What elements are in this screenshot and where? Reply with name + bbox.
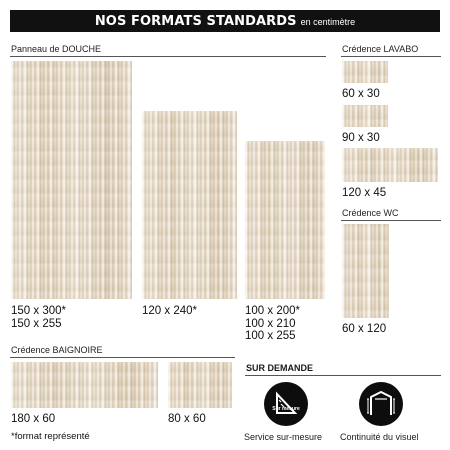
dim-douche-2-line-1: 120 x 240*: [142, 305, 197, 317]
swatch-douche-150x300: [11, 61, 132, 299]
continuity-label: Continuité du visuel: [340, 432, 419, 442]
sur-demande-rule: [245, 375, 441, 376]
dim-wc-1: 60 x 120: [342, 323, 387, 335]
ruler-triangle-icon: [264, 382, 308, 426]
dim-douche-3: [245, 305, 300, 343]
dim-douche-1: [11, 305, 66, 330]
dim-lavabo-1: 60 x 30: [342, 88, 380, 100]
dim-baignoire-2: 80 x 60: [168, 413, 206, 425]
swatch-lavabo-120x45: [342, 148, 438, 182]
dim-douche-2: [142, 305, 197, 318]
swatch-lavabo-90x30: [342, 105, 388, 127]
dim-douche-1-line-1: 150 x 300*: [11, 305, 66, 317]
footnote: *format représenté: [11, 431, 90, 442]
dim-lavabo-3: 120 x 45: [342, 187, 387, 199]
dim-douche-3-line-1: 100 x 200*: [245, 305, 300, 317]
dim-douche-1-line-2: 150 x 255: [11, 317, 62, 330]
swatch-baignoire-180x60: [11, 362, 158, 408]
swatch-lavabo-60x30: [342, 61, 388, 83]
dim-baignoire-1: 180 x 60: [11, 413, 56, 425]
dim-douche-3-line-2: 100 x 210: [245, 317, 296, 330]
page-header: [10, 10, 440, 32]
section-wc-rule: [341, 220, 441, 221]
header-unit: en centimètre: [300, 17, 356, 27]
dim-douche-3-line-3: 100 x 255: [245, 330, 296, 342]
swatch-douche-120x240: [142, 111, 237, 299]
header-title: NOS FORMATS STANDARDS: [94, 13, 297, 29]
swatch-wc-60x120: [342, 224, 389, 318]
sur-demande-title: SUR DEMANDE: [246, 363, 314, 373]
section-lavabo-label: Crédence LAVABO: [342, 44, 419, 54]
section-lavabo-rule: [341, 56, 441, 57]
house-frame-icon: [359, 382, 403, 426]
swatch-douche-100x200: [245, 141, 325, 299]
section-baignoire-rule: [10, 357, 235, 358]
swatch-baignoire-80x60: [168, 362, 232, 408]
service-label: Service sur-mesure: [244, 432, 323, 442]
dim-lavabo-2: 90 x 30: [342, 132, 380, 144]
section-douche-label: Panneau de DOUCHE: [11, 44, 102, 54]
section-baignoire-label: Crédence BAIGNOIRE: [11, 345, 103, 355]
section-wc-label: Crédence WC: [342, 208, 399, 218]
sur-mesure-badge: Sur mesure: [272, 406, 300, 412]
section-douche-rule: [10, 56, 326, 57]
